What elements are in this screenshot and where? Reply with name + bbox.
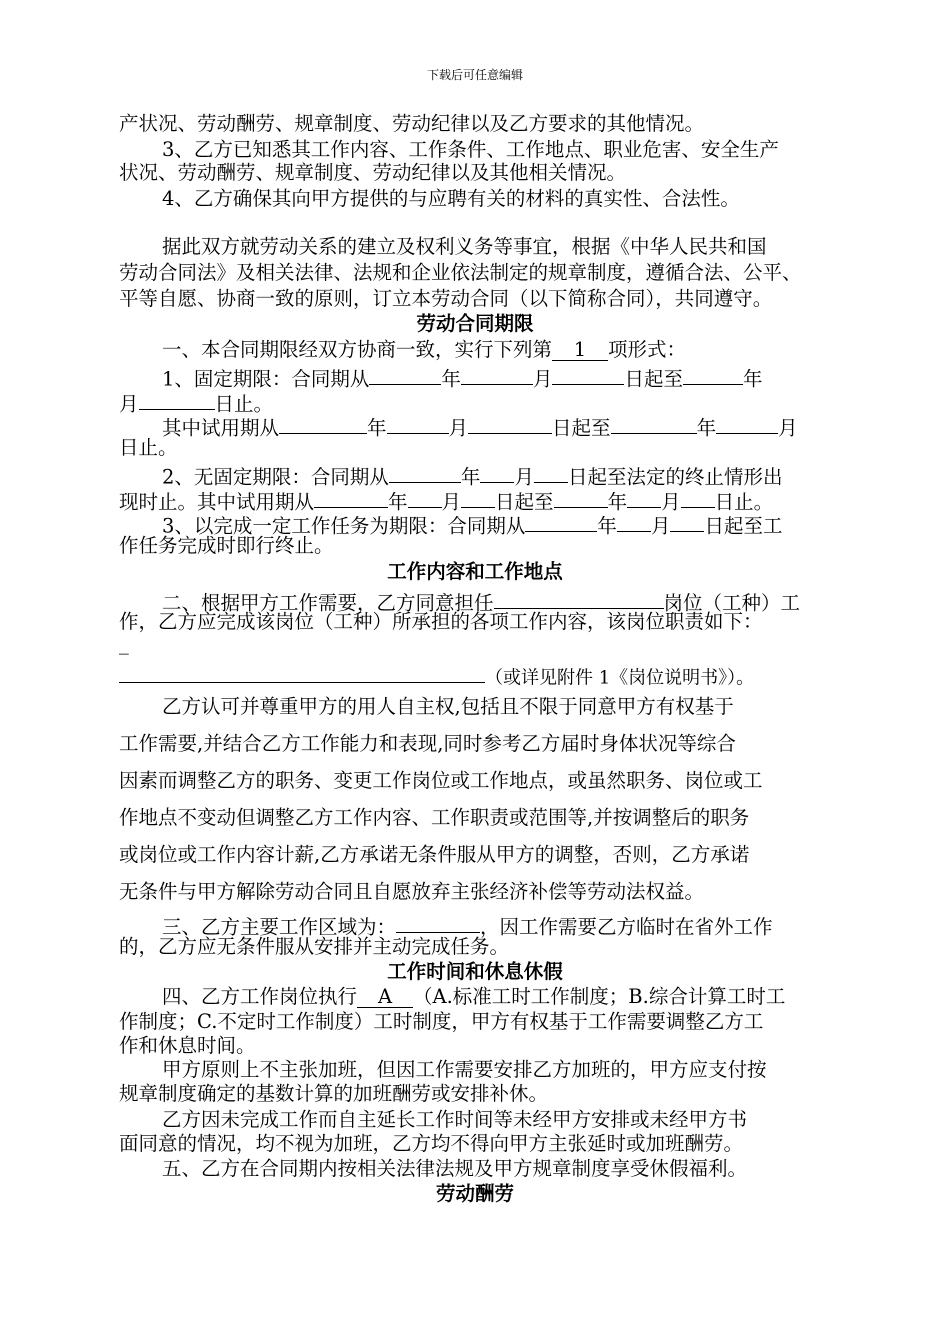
text: 年 (367, 416, 387, 440)
text: 年 (388, 490, 408, 514)
blank-field (525, 511, 597, 532)
text: 年 (696, 416, 717, 440)
section-heading: 劳动合同期限 (416, 312, 534, 335)
paragraph-line: 状况、劳动酬劳、规章制度、劳动纪律以及其他相关情况。 (119, 161, 627, 184)
text: 项形式： (608, 338, 687, 361)
blank-field (627, 487, 661, 508)
paragraph-line: 规章制度确定的基数计算的加班酬劳或安排补休。 (119, 1082, 549, 1105)
text: （或详见附件 1《岗位说明书》）。 (485, 667, 755, 689)
paragraph-line (162, 987, 785, 1008)
blank-field (494, 588, 664, 609)
text: 年 (441, 367, 461, 391)
text: 月 (514, 465, 534, 489)
paragraph-line: 作和休息时间。 (119, 1034, 256, 1057)
text: 日起至 (552, 416, 611, 440)
text: 年 (607, 490, 628, 514)
text: 现时止。其中试用期从 (119, 490, 315, 514)
text: ，因工作需要乙方临时在省外工作 (480, 915, 773, 939)
blank-field (683, 364, 743, 385)
text: 三、乙方主要工作区域为： (162, 915, 397, 939)
blank-field (314, 487, 388, 508)
blank-field (468, 413, 552, 434)
text: 日起至工 (704, 514, 783, 538)
paragraph-line (162, 912, 773, 937)
paragraph-line (162, 413, 798, 438)
paragraph-line: 产状况、劳动酬劳、规章制度、劳动纪律以及乙方要求的其他情况。 (119, 112, 705, 135)
paragraph-line: 的，乙方应无条件服从安排并主动完成任务。 (119, 935, 510, 958)
text: 一、本合同期限经双方协商一致，实行下列第 (162, 338, 553, 361)
paragraph-line: 工作需要,并结合乙方工作能力和表现,同时参考乙方届时身体状况等综合 (119, 732, 736, 755)
text: （A.标准工时工作制度；B.综合计算工时工 (413, 985, 786, 1008)
paragraph-line (119, 662, 754, 687)
paragraph-line: 4、乙方确保其向甲方提供的与应聘有关的材料的真实性、合法性。 (162, 187, 740, 210)
paragraph-line: 3、乙方已知悉其工作内容、工作条件、工作地点、职业危害、安全生产 (162, 138, 779, 161)
paragraph-line: 平等自愿、协商一致的原则，订立本劳动合同（以下简称合同），共同遵守。 (119, 287, 773, 310)
paragraph-line (162, 462, 782, 487)
paragraph-line: 作，乙方应完成该岗位（工种）所承担的各项工作内容，该岗位职责如下： (119, 610, 763, 633)
filled-blank: A (357, 987, 413, 1008)
filled-blank: 1 (552, 340, 608, 361)
text: 其中试用期从 (162, 416, 280, 440)
text: 日起至 (495, 490, 554, 514)
section-heading: 工作内容和工作地点 (387, 560, 563, 583)
text: 日止。 (714, 490, 774, 514)
blank-field (461, 364, 533, 385)
blank-field (617, 511, 651, 532)
blank-field (119, 662, 485, 683)
paragraph-line: 乙方因未完成工作而自主延长工作时间等未经甲方安排或未经甲方书 (162, 1108, 748, 1131)
paragraph-line: 五、乙方在合同期内按相关法律法规及甲方规章制度享受休假福利。 (162, 1157, 748, 1180)
paragraph-line: 劳动合同法》及相关法律、法规和企业依法制定的规章制度，遵循合法、公平、 (119, 261, 802, 284)
text: 年 (742, 367, 763, 391)
text: 日起至 (624, 367, 683, 391)
blank-field (279, 413, 367, 434)
text: 日止。 (214, 392, 274, 416)
text: 月 (778, 416, 798, 440)
blank-field (670, 511, 704, 532)
text: 岗位（工种）工 (663, 591, 801, 615)
blank-field (369, 364, 441, 385)
paragraph-line: 作任务完成时即行终止。 (119, 534, 334, 557)
paragraph-line: 日止。 (119, 436, 178, 459)
text: 2、无固定期限：合同期从 (162, 465, 389, 489)
text: 二、根据甲方工作需要，乙方同意担任 (162, 591, 494, 615)
section-heading: 工作时间和休息休假 (387, 960, 563, 983)
paragraph-line: _ (119, 632, 129, 655)
blank-field (534, 462, 568, 483)
blank-field (387, 413, 449, 434)
section-heading: 劳动酬劳 (435, 1182, 514, 1205)
text: 月 (119, 392, 139, 416)
blank-field (139, 389, 215, 410)
blank-field (611, 413, 697, 434)
text: 月 (650, 514, 671, 538)
paragraph-line (119, 487, 773, 512)
text: 月 (661, 490, 681, 514)
paragraph-line: 作制度；C.不定时工作制度）工时制度，甲方有权基于工作需要调整乙方工 (119, 1010, 764, 1033)
paragraph-line (119, 389, 273, 414)
paragraph-line (162, 511, 782, 536)
paragraph-line: 甲方原则上不主张加班，但因工作需要安排乙方加班的，甲方应支付按 (162, 1058, 767, 1081)
blank-field (408, 487, 442, 508)
paragraph-line: 或岗位或工作内容计薪,乙方承诺无条件服从甲方的调整，否则，乙方承诺 (119, 843, 750, 866)
page-header: 下载后可任意编辑 (426, 68, 523, 82)
paragraph-line (162, 364, 762, 389)
text: 月 (532, 367, 553, 391)
paragraph-line: 作地点不变动但调整乙方工作内容、工作职责或范围等,并按调整后的职务 (119, 806, 750, 829)
paragraph-line: 无条件与甲方解除劳动合同且自愿放弃主张经济补偿等劳动法权益。 (119, 880, 705, 903)
paragraph-line: 乙方认可并尊重甲方的用人自主权,包括且不限于同意甲方有权基于 (162, 695, 734, 718)
text: 3、以完成一定工作任务为期限：合同期从 (162, 514, 526, 538)
blank-field (716, 413, 778, 434)
blank-field (461, 487, 495, 508)
text: 月 (441, 490, 462, 514)
text: 年 (597, 514, 617, 538)
paragraph-line (162, 340, 686, 361)
text: 月 (448, 416, 469, 440)
text: 四、乙方工作岗位执行 (162, 985, 358, 1008)
blank-field (389, 462, 461, 483)
blank-field (396, 912, 480, 933)
blank-field (480, 462, 514, 483)
paragraph-line: 因素而调整乙方的职务、变更工作岗位或工作地点，或虽然职务、岗位或工 (119, 769, 763, 792)
blank-field (552, 364, 624, 385)
blank-field (681, 487, 715, 508)
text: 年 (460, 465, 481, 489)
text: 日起至法定的终止情形出 (567, 465, 783, 489)
paragraph-line: 据此双方就劳动关系的建立及权利义务等事宜，根据《中华人民共和国 (162, 235, 767, 258)
paragraph-line: 面同意的情况，均不视为加班，乙方均不得向甲方主张延时或加班酬劳。 (119, 1132, 744, 1155)
text: 1、固定期限：合同期从 (162, 367, 370, 391)
blank-field (554, 487, 608, 508)
